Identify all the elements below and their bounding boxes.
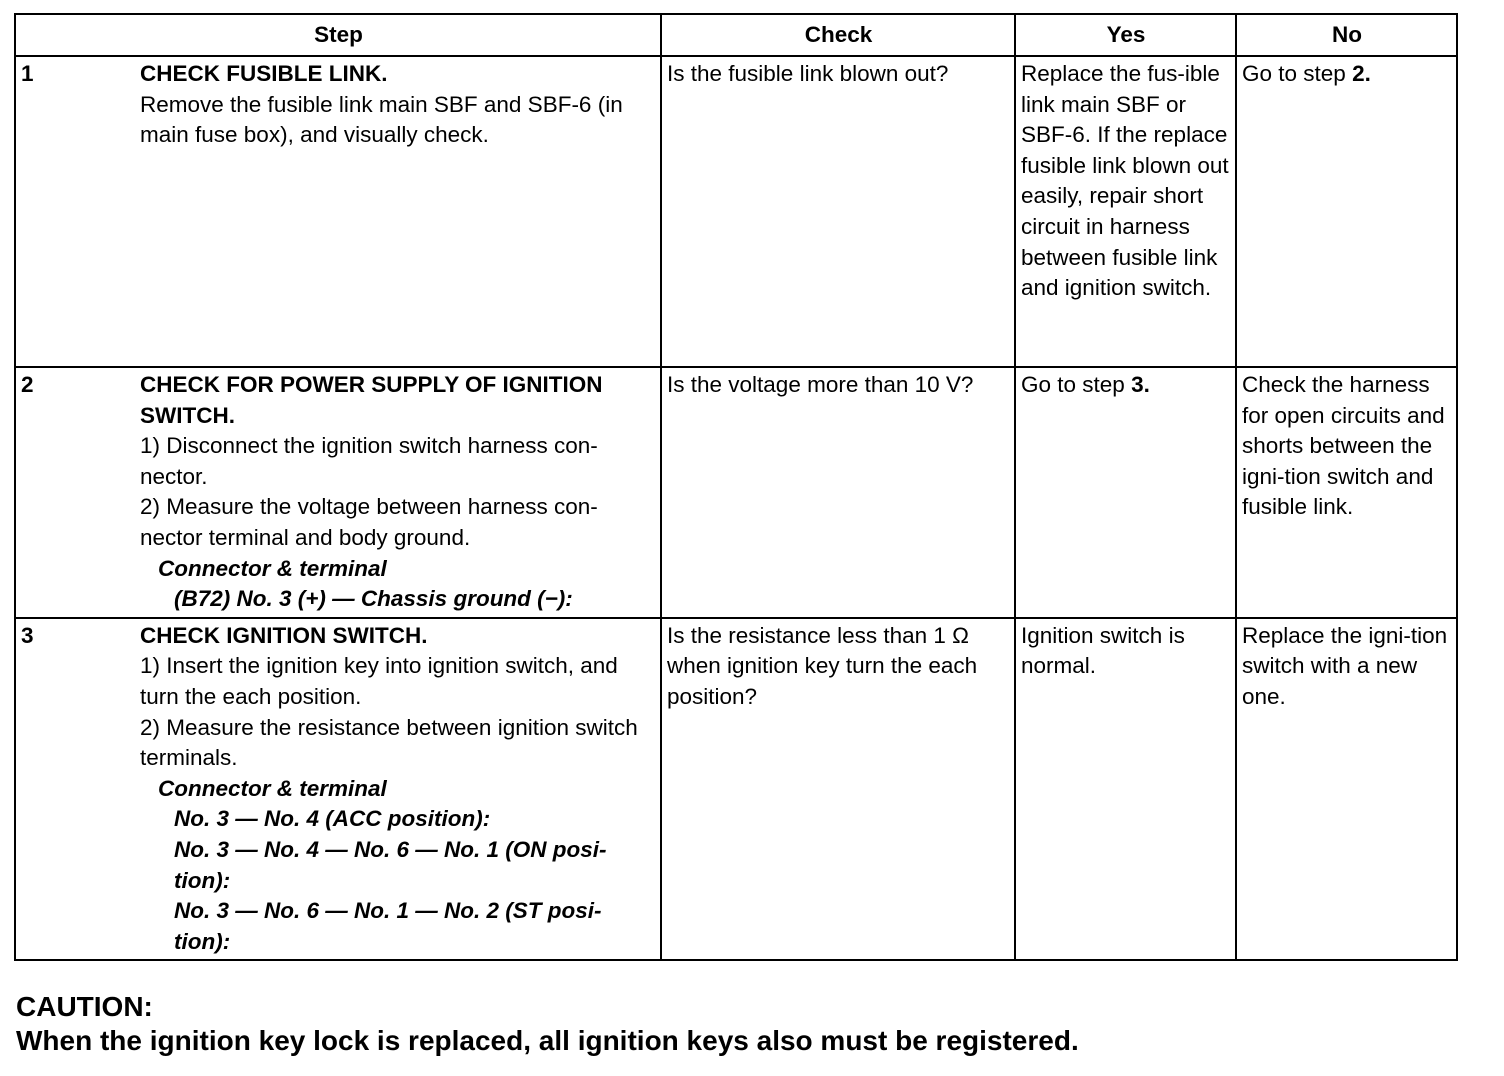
- no-cell: [1236, 56, 1457, 367]
- yes-cell: Replace the fus-ible link main SBF or SBF-6. If the replace fusible link blown out easily, repair short circuit in harness between fusible link and ignition switch.: [1015, 56, 1236, 367]
- table-row: [15, 618, 1457, 961]
- header-check: Check: [661, 14, 1015, 56]
- connector-spec: (B72) No. 3 (+) — Chassis ground (−):: [174, 586, 573, 612]
- step-body: [140, 59, 656, 151]
- connector-spec: No. 3 — No. 6 — No. 1 — No. 2 (ST posi-tion):: [174, 898, 602, 954]
- no-prefix: Go to step: [1242, 61, 1353, 86]
- step-number: 1: [21, 61, 34, 86]
- caution-block: [16, 990, 1079, 1058]
- header-step: Step: [15, 14, 661, 56]
- no-step-ref: 2.: [1352, 61, 1371, 86]
- step-title: CHECK IGNITION SWITCH.: [140, 622, 428, 648]
- yes-cell: Ignition switch is normal.: [1015, 618, 1236, 961]
- step-body: [140, 621, 656, 958]
- step-number: 3: [21, 622, 34, 648]
- connector-heading: Connector & terminal: [158, 775, 387, 801]
- table-header-row: [15, 14, 1457, 56]
- check-cell: Is the fusible link blown out?: [661, 56, 1015, 367]
- step-instruction: 2) Measure the voltage between harness con-nector terminal and body ground.: [140, 494, 598, 550]
- step-title: CHECK FUSIBLE LINK.: [140, 61, 388, 86]
- step-cell: [15, 618, 661, 961]
- connector-spec: No. 3 — No. 4 — No. 6 — No. 1 (ON posi-tion):: [174, 836, 607, 893]
- step-title: CHECK FOR POWER SUPPLY OF IGNITION SWITCH.: [140, 372, 603, 428]
- no-cell: Check the harness for open circuits and shorts between the igni-tion switch and fusible link.: [1236, 367, 1457, 618]
- step-instruction: 1) Disconnect the ignition switch harness con-nector.: [140, 433, 598, 489]
- connector-heading: Connector & terminal: [158, 555, 387, 581]
- step-instruction: Remove the fusible link main SBF and SBF-6 (in main fuse box), and visually check.: [140, 91, 623, 148]
- diagnosis-table: [14, 13, 1458, 961]
- table-row: [15, 367, 1457, 618]
- caution-text: When the ignition key lock is replaced, all ignition keys also must be registered.: [16, 1025, 1079, 1056]
- no-cell: Replace the igni-tion switch with a new one.: [1236, 618, 1457, 961]
- connector-spec: No. 3 — No. 4 (ACC position):: [174, 806, 491, 832]
- step-instruction: 2) Measure the resistance between ignition switch terminals.: [140, 714, 638, 771]
- check-cell: Is the resistance less than 1 Ω when ignition key turn the each position?: [661, 618, 1015, 961]
- yes-step-ref: 3.: [1131, 372, 1150, 397]
- check-cell: Is the voltage more than 10 V?: [661, 367, 1015, 618]
- header-no: No: [1236, 14, 1457, 56]
- step-instruction: 1) Insert the ignition key into ignition switch, and turn the each position.: [140, 653, 618, 709]
- step-body: [140, 370, 656, 615]
- step-number: 2: [21, 372, 34, 397]
- step-cell: [15, 56, 661, 367]
- table-row: [15, 56, 1457, 367]
- header-yes: Yes: [1015, 14, 1236, 56]
- step-cell: [15, 367, 661, 618]
- yes-cell: [1015, 367, 1236, 618]
- yes-prefix: Go to step: [1021, 372, 1132, 397]
- caution-title: CAUTION:: [16, 991, 153, 1022]
